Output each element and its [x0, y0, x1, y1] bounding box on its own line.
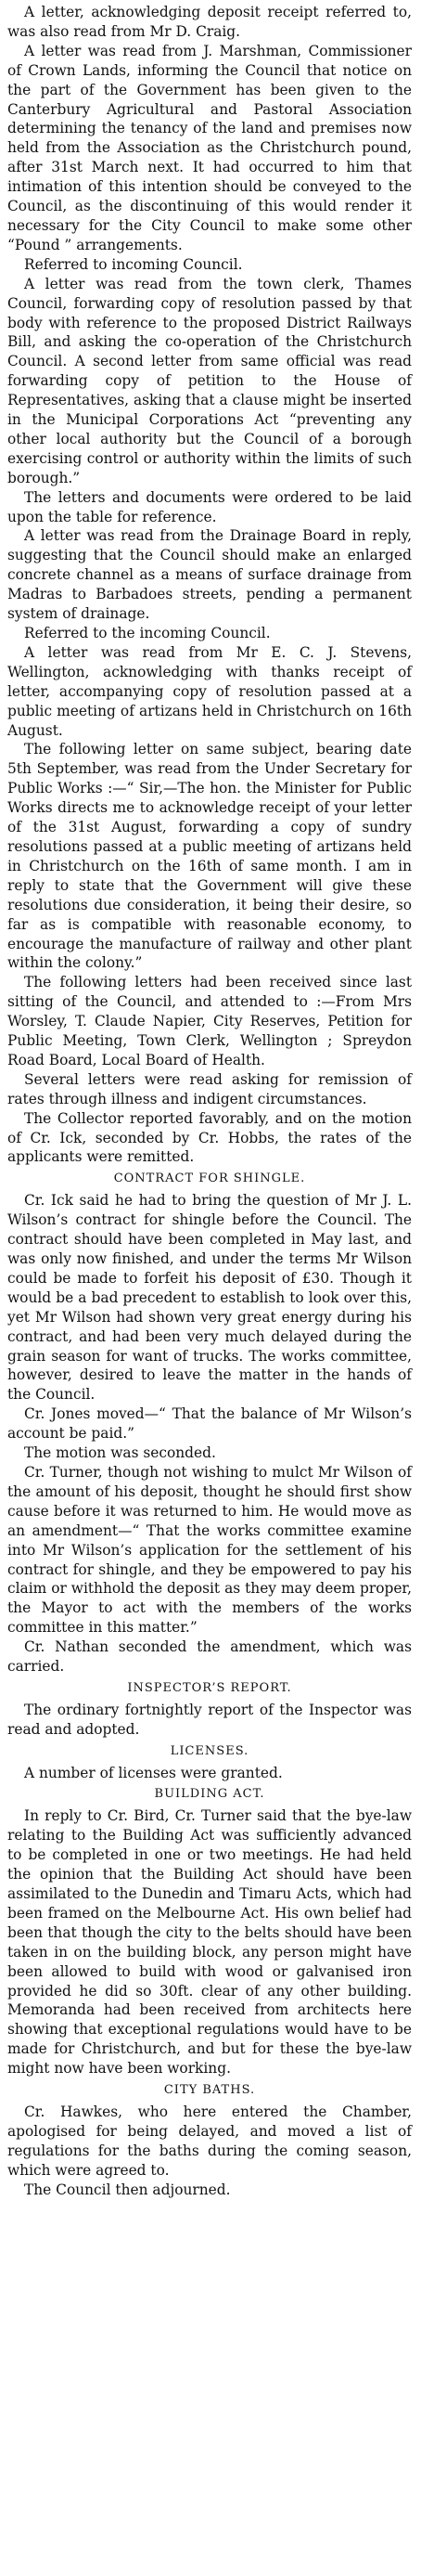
paragraph: A letter was read from Mr E. C. J. Stevens, Wellington, acknowledging with thanks receipt of letter, accompanying copy of resolution passed at a public meeting of artizans held in Christchurch on 16th August.	[7, 643, 412, 739]
paragraph: The Council then adjourned.	[24, 2181, 231, 2198]
paragraph: Cr. Ick said he had to bring the question of Mr J. L. Wilson’s contract for shingle before the Council. The contract should have been completed in May last, and was only now finished, and under the terms Mr Wilson could be made to forfeit his deposit of £30. Though it would be a bad precedent to establish to look over this, yet Mr Wilson had shown very great energy during his contract, and had been very much delayed during the grain season for want of trucks. The works committee, however, desired to leave the matter in the hands of the Council.	[7, 1192, 412, 1404]
paragraph: The following letters had been received since last sitting of the Council, and attended to :—From Mrs Worsley, T. Claude Napier, City Reserves, Petition for Public Meeting, Town Clerk, Wellington ; Spreydon Road Board, Local Board of Health.	[7, 974, 412, 1068]
paragraph: A letter was read from the town clerk, Thames Council, forwarding copy of resolution passed by that body with reference to the proposed District Railways Bill, and asking the co-operation of the Christchurch Council. A second letter from same official was read forwarding copy of petition to the House of Representatives, asking that a clause might be inserted in the Municipal Corporations Act “preventing any other local authority but the Council of a borough exercising control or authority within the limits of such borough.”	[7, 275, 412, 486]
paragraph: The letters and documents were ordered to be laid upon the table for reference.	[7, 488, 412, 525]
section-heading: CONTRACT FOR SHINGLE.	[113, 1171, 306, 1186]
paragraph: The motion was seconded.	[24, 1444, 216, 1462]
paragraph: Referred to the incoming Council.	[24, 625, 271, 641]
paragraph: The following letter on same subject, bearing date 5th September, was read from the Under Secretary for Public Works :—“ Sir,—The hon. the Minister for Public Works directs me to acknowledge receipt of your letter of the 31st August, forwarding a copy of sundry resolutions passed at a public meeting of artizans held in Christchurch on the 16th of same month. I am in reply to state that the Government will give these resolutions due consideration, it being their desire, so far as is compatible with reasonable economy, to encourage the manufacture of railway and other plant within the colony.”	[7, 741, 412, 972]
section-heading: LICENSES.	[170, 1743, 249, 1758]
paragraph: A letter was read from J. Marshman, Commissioner of Crown Lands, informing the Council that notice on the part of the Government has been given to the Canterbury Agricultural and Pastoral Association determining the tenancy of the land and premises now held from the Association as the Christchurch pound, after 31st March next. It had occurred to him that intimation of this intention should be conveyed to the Council, as the discontinuing of this would render it necessary for the City Council to make some other “Pound ” arrangements.	[7, 42, 412, 253]
paragraph: Cr. Turner, though not wishing to mulct Mr Wilson of the amount of his deposit, thought he should first show cause before it was returned to him. He would move as an amendment—“ That the works committee examine into Mr Wilson’s application for the settlement of his contract for shingle, and they be empowered to pay his claim or withhold the deposit as they may deem proper, the Mayor to act with the members of the works committee in this matter.”	[7, 1463, 412, 1637]
paragraph: Cr. Nathan seconded the amendment, which was carried.	[7, 1638, 412, 1676]
paragraph: The ordinary fortnightly report of the Inspector was read and adopted.	[7, 1701, 412, 1738]
paragraph: A letter, acknowledging deposit receipt referred to, was also read from Mr D. Craig.	[7, 4, 412, 40]
paragraph: Cr. Hawkes, who here entered the Chamber, apologised for being delayed, and moved a list of regulations for the baths during the coming season, which were agreed to.	[7, 2103, 412, 2179]
section-heading: BUILDING ACT.	[154, 1787, 265, 1802]
paragraph: Several letters were read asking for remission of rates through illness and indigent circumstances.	[7, 1070, 412, 1107]
paragraph: A letter was read from the Drainage Board in reply, suggesting that the Council should make an enlarged concrete channel as a means of surface drainage from Madras to Barbadoes streets, pending a permanent system of drainage.	[7, 527, 412, 623]
paragraph: The Collector reported favorably, and on the motion of Cr. Ick, seconded by Cr. Hobbs, the rates of the applicants were remitted.	[7, 1109, 412, 1166]
paragraph: Referred to incoming Council.	[24, 255, 243, 273]
paragraph: In reply to Cr. Bird, Cr. Turner said that the bye-law relating to the Building Act was sufficiently advanced to be completed in one or two meetings. He had held the opinion that the Building Act should have been assimilated to the Dunedin and Timaru Acts, which had been framed on the Melbourne Act. His own belief had been that though the city to the belts should have been taken in on the building block, any person might have been allowed to build with wood or galvanised iron provided he did so 30ft. clear of any other building. Memoranda had been received from architects here showing that exceptional regulations would have to be made for Christchurch, and but for these the bye-law might now have been working.	[7, 1807, 412, 2078]
paragraph: A number of licenses were granted.	[24, 1764, 283, 1781]
section-heading: CITY BATHS.	[163, 2083, 256, 2098]
paragraph: Cr. Jones moved—“ That the balance of Mr Wilson’s account be paid.”	[7, 1405, 412, 1443]
section-heading: INSPECTOR’S REPORT.	[127, 1680, 292, 1695]
